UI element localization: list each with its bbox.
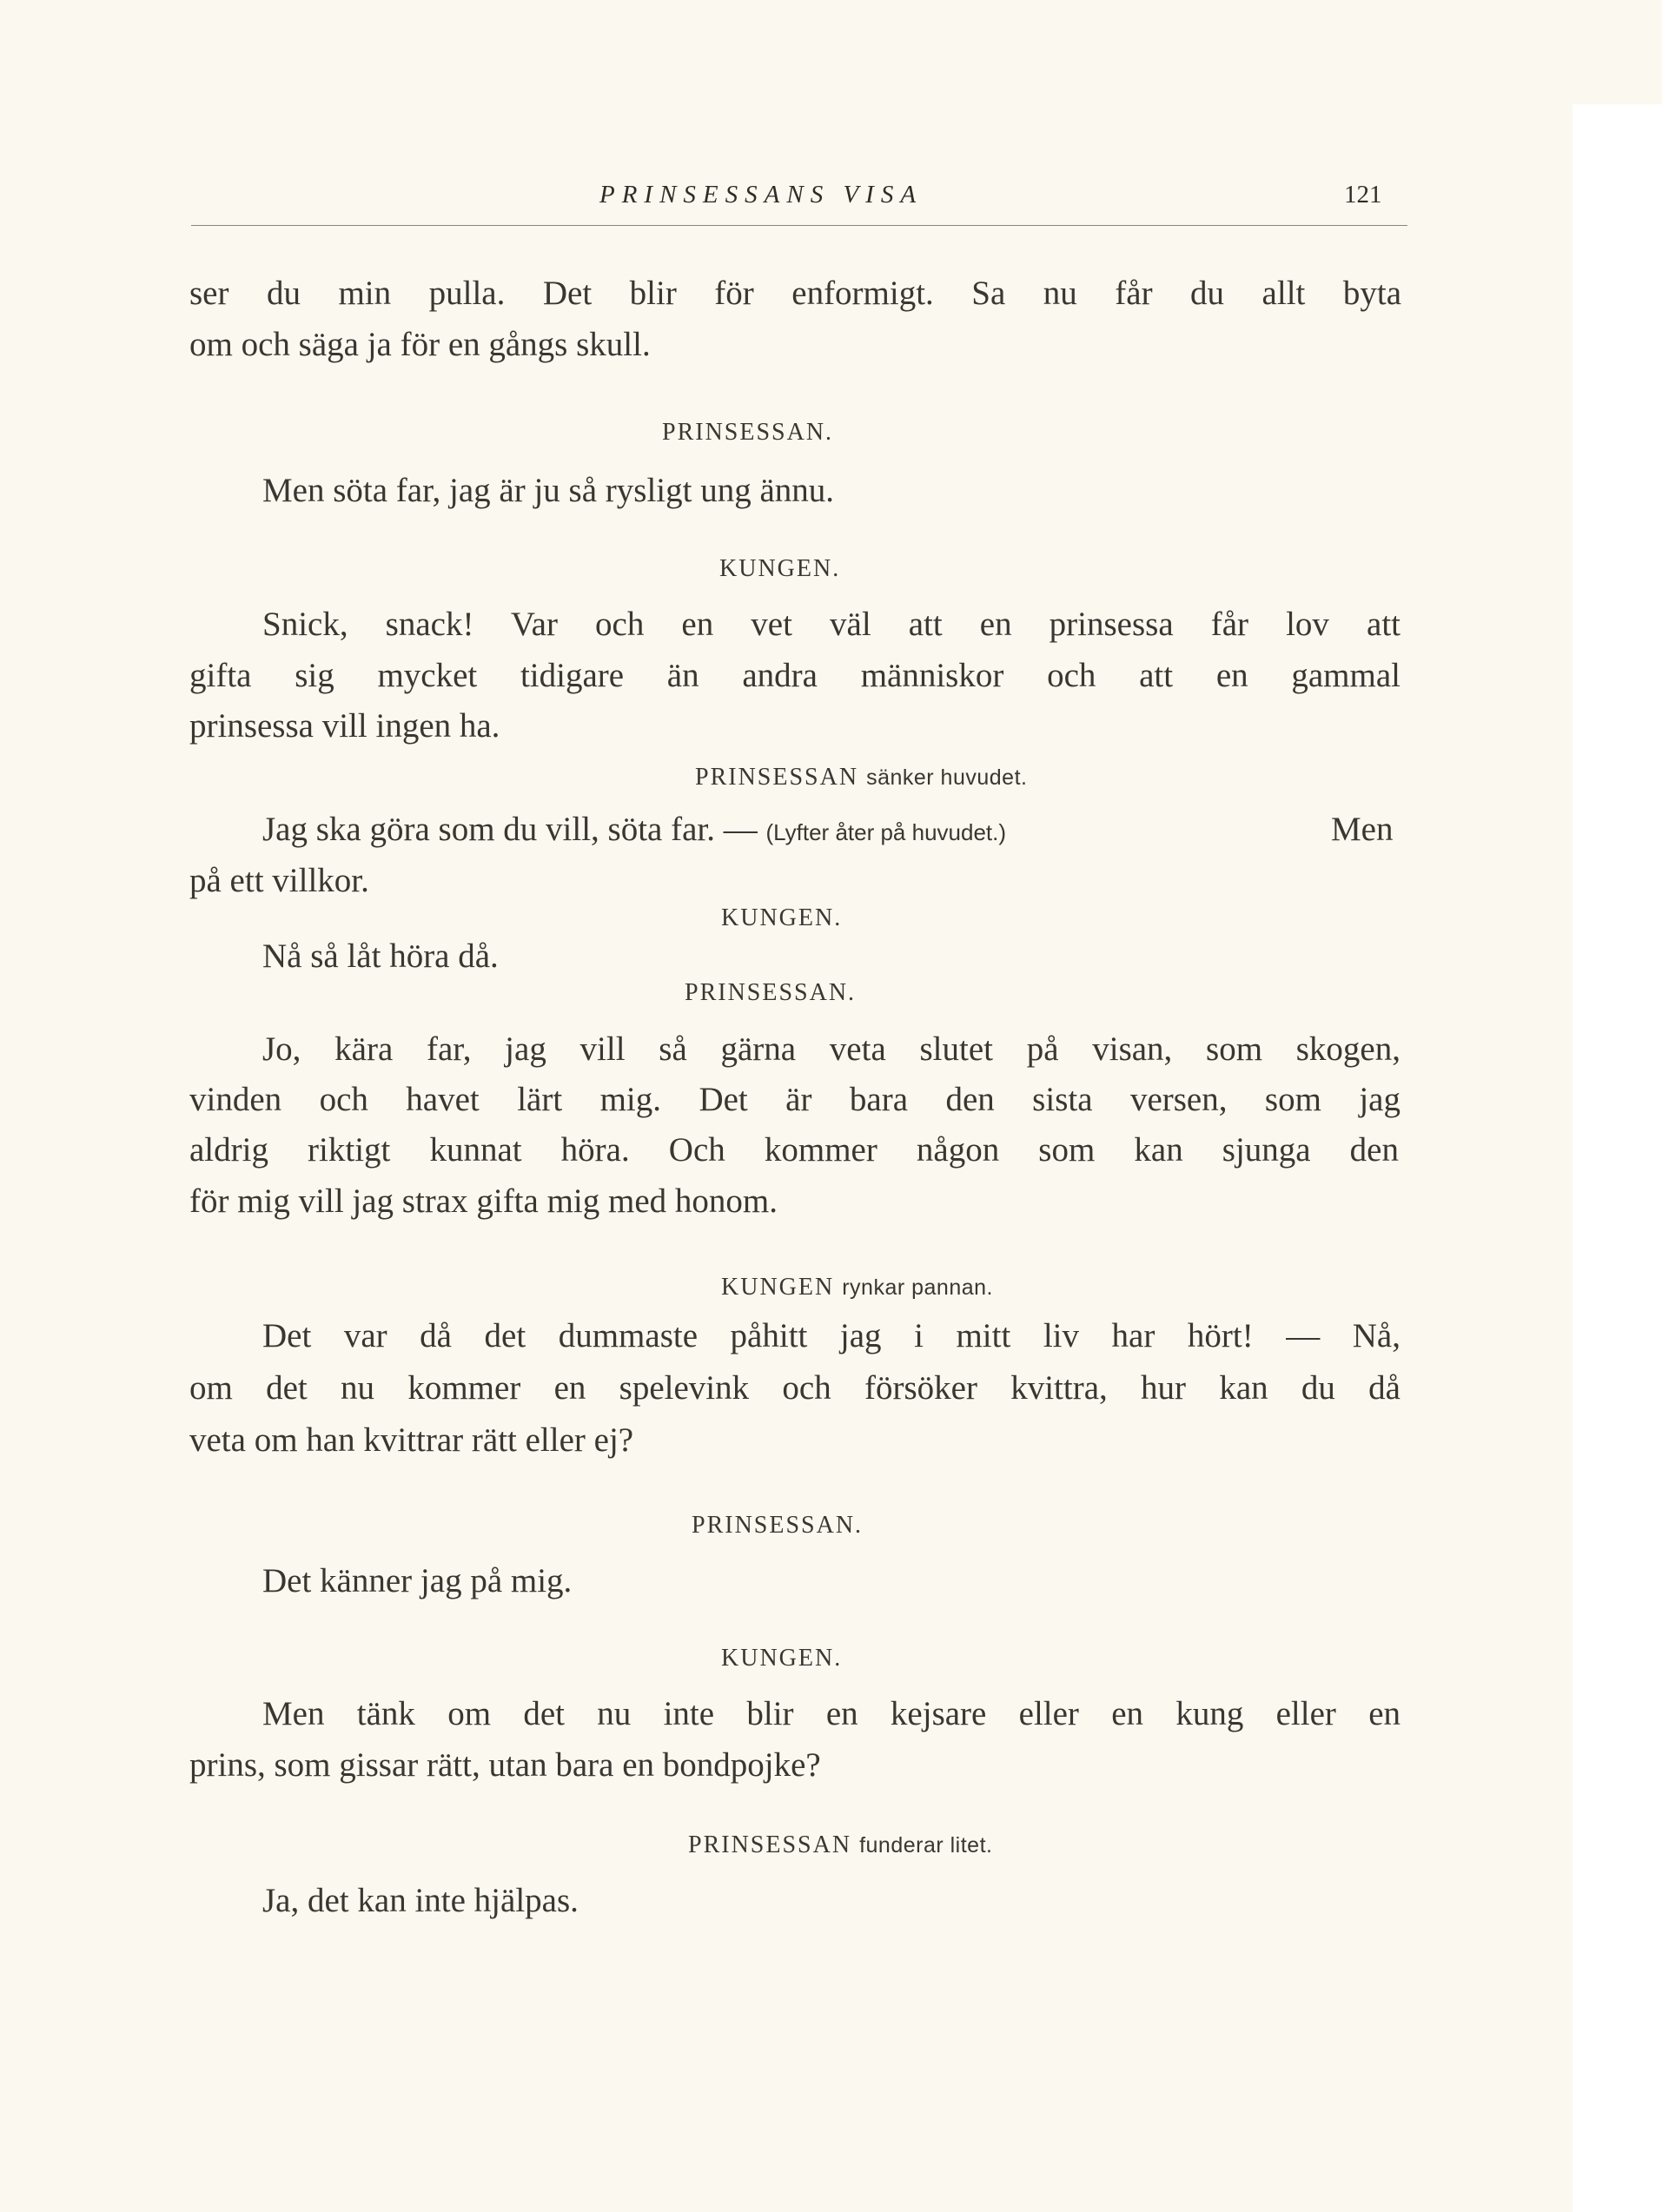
text-line: Det var då det dummaste påhitt jag i mitt liv har hört! — Nå, (262, 1317, 1400, 1354)
text-line: för mig vill jag strax gifta mig med honom. (189, 1182, 778, 1220)
speaker-label: KUNGEN. (719, 555, 841, 582)
page-number: 121 (1344, 181, 1382, 209)
text-line: gifta sig mycket tidigare än andra människor och att en gammal (189, 657, 1400, 694)
text-line: Nå så låt höra då. (262, 937, 499, 975)
speaker-label: PRINSESSAN. (662, 419, 834, 446)
speaker-label (688, 1833, 992, 1858)
stage-direction: sänker huvudet. (866, 765, 1028, 790)
speaker-label: PRINSESSAN. (685, 979, 857, 1006)
speaker-label: KUNGEN. (721, 904, 843, 931)
stage-direction: rynkar pannan. (842, 1275, 993, 1300)
scan-margin (1573, 104, 1662, 2212)
text-line: ser du min pulla. Det blir för enformigt. Sa nu får du allt byta (189, 275, 1401, 312)
speaker-name: KUNGEN (721, 1274, 835, 1301)
text-line: Jo, kära far, jag vill så gärna veta slutet på visan, som skogen, (262, 1030, 1400, 1068)
stage-direction: funderar litet. (859, 1833, 993, 1858)
text-line-end: Men (1331, 811, 1394, 848)
text-line: Snick, snack! Var och en vet väl att en prinsessa får lov att (262, 606, 1400, 643)
speaker-name: PRINSESSAN (695, 764, 859, 791)
speaker-label: KUNGEN. (721, 1645, 843, 1672)
text-line: vinden och havet lärt mig. Det är bara den sista versen, som jag (189, 1081, 1400, 1118)
text-line: aldrig riktigt kunnat höra. Och kommer någon som kan sjunga den (189, 1131, 1399, 1169)
text-line: om och säga ja för en gångs skull. (189, 326, 651, 363)
text-line: Men söta far, jag är ju så rysligt ung ännu. (262, 472, 835, 509)
text-line: Men tänk om det nu inte blir en kejsare eller en kung eller en (262, 1695, 1400, 1732)
text-line: Ja, det kan inte hjälpas. (262, 1882, 579, 1919)
text-line: Det känner jag på mig. (262, 1562, 573, 1599)
running-head: PRINSESSANS VISA (599, 181, 924, 209)
text-line: veta om han kvittrar rätt eller ej? (189, 1421, 634, 1459)
speaker-label: PRINSESSAN. (692, 1512, 864, 1539)
stage-aside: (Lyfter åter på huvudet.) (765, 819, 1007, 845)
speaker-label (721, 1275, 993, 1300)
text-segment: Jag ska göra som du vill, söta far. — (262, 811, 758, 848)
text-line: prinsessa vill ingen ha. (189, 707, 500, 745)
header-rule (191, 225, 1407, 226)
speaker-name: PRINSESSAN (688, 1831, 852, 1858)
text-line (262, 812, 1006, 846)
text-line: prins, som gissar rätt, utan bara en bondpojke? (189, 1746, 821, 1784)
text-line: om det nu kommer en spelevink och försöker kvittra, hur kan du då (189, 1369, 1400, 1407)
text-line: på ett villkor. (189, 862, 369, 899)
speaker-label (695, 765, 1027, 790)
